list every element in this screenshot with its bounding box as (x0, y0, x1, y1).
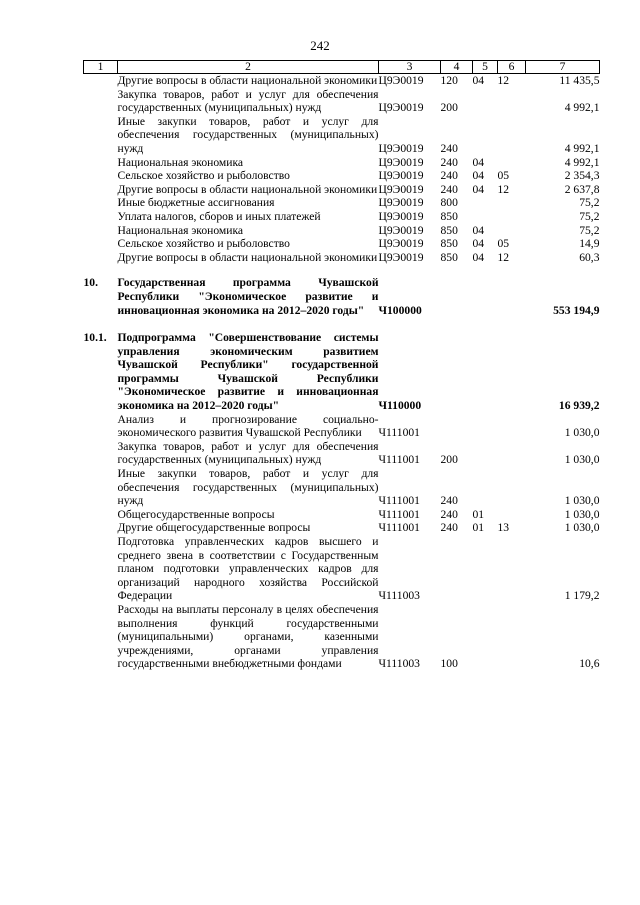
row-subsection (498, 224, 526, 238)
row-name: Сельское хозяйство и рыболовство (117, 237, 290, 251)
table-row (84, 413, 600, 440)
row-target-code: Ц9Э0019 (378, 169, 424, 183)
row-number (84, 467, 118, 508)
table-row (84, 169, 600, 183)
row-target-code: Ц9Э0019 (378, 155, 424, 169)
row-amount: 14,9 (579, 237, 600, 251)
table-row (84, 467, 600, 508)
table-row (84, 440, 600, 467)
row-subsection: 05 (497, 169, 510, 183)
row-expense-group: 240 (440, 169, 458, 183)
row-amount: 4 992,1 (564, 155, 600, 169)
budget-table (83, 60, 600, 673)
page-number: 242 (310, 38, 330, 53)
row-amount: 4 992,1 (564, 141, 600, 155)
row-section (473, 440, 498, 467)
row-section (473, 603, 498, 673)
row-section (473, 88, 498, 115)
row-amount: 11 435,5 (559, 74, 600, 87)
row-subsection: 12 (497, 74, 510, 87)
row-section (473, 413, 498, 440)
row-amount: 2 354,3 (564, 169, 600, 183)
row-expense-group: 850 (440, 209, 458, 223)
row-number (84, 156, 118, 170)
row-name: Закупка товаров, работ и услуг для обеспечения государственных (муниципальных) нужд (117, 439, 379, 467)
row-subsection (498, 535, 526, 603)
row-target-code: Ч111001 (378, 494, 420, 508)
row-target-code: Ц9Э0019 (378, 237, 424, 251)
row-target-code: Ц9Э0019 (378, 141, 424, 155)
table-row (84, 196, 600, 210)
row-name: Иные закупки товаров, работ и услуг для обеспечения государственных (муниципальных) нужд (117, 467, 379, 508)
row-name: Государственная программа Чувашской Республики "Экономическое развитие и инновационная экономика на 2012–2020 годы" (117, 276, 379, 317)
table-row (84, 210, 600, 224)
row-amount: 4 992,1 (564, 101, 600, 115)
row-section (473, 210, 498, 224)
row-target-code: Ч111001 (378, 507, 420, 521)
row-amount: 10,6 (579, 657, 600, 671)
row-number (84, 224, 118, 238)
row-expense-group (441, 413, 473, 440)
row-expense-group: 240 (440, 507, 458, 521)
row-subsection (498, 467, 526, 508)
col-header-4: 4 (441, 61, 473, 74)
table-row (84, 521, 600, 535)
row-section: 04 (472, 169, 485, 183)
row-target-code: Ч111001 (378, 521, 420, 535)
row-expense-group: 240 (440, 155, 458, 169)
table-row (84, 535, 600, 603)
row-subsection: 13 (497, 521, 510, 535)
row-name: Иные бюджетные ассигнования (117, 196, 275, 210)
row-name: Сельское хозяйство и рыболовство (117, 169, 290, 183)
row-amount: 75,2 (579, 196, 600, 210)
row-amount: 75,2 (579, 209, 600, 223)
row-section (473, 264, 498, 317)
row-amount: 553 194,9 (553, 303, 600, 317)
row-name: Другие вопросы в области национальной экономики (117, 250, 378, 264)
row-number: 10. (83, 276, 98, 290)
row-target-code: Ч111001 (378, 426, 420, 440)
row-section: 04 (472, 250, 485, 264)
row-expense-group (441, 317, 473, 413)
row-section: 04 (472, 223, 485, 237)
table-row (84, 88, 600, 115)
row-name: Расходы на выплаты персоналу в целях обеспечения выполнения функций государственными (муниципальными) органами, казенными учреждениями, органами управления государственными внебюджетными фондами (117, 602, 379, 671)
program-row (84, 264, 600, 317)
row-section: 01 (472, 507, 485, 521)
row-subsection (498, 508, 526, 522)
row-target-code: Ч111003 (378, 657, 420, 671)
row-number (84, 183, 118, 197)
row-subsection (498, 440, 526, 467)
row-expense-group (441, 264, 473, 317)
row-section: 01 (472, 521, 485, 535)
row-subsection (498, 210, 526, 224)
row-section (473, 317, 498, 413)
row-number (84, 440, 118, 467)
row-expense-group: 240 (440, 141, 458, 155)
row-number (84, 169, 118, 183)
row-target-code: Ц9Э0019 (378, 74, 424, 87)
table-row (84, 156, 600, 170)
row-name: Другие вопросы в области национальной экономики (117, 74, 378, 87)
row-subsection: 12 (497, 250, 510, 264)
row-target-code: Ч111001 (378, 453, 420, 467)
row-expense-group: 240 (440, 494, 458, 508)
row-expense-group: 240 (440, 521, 458, 535)
row-target-code: Ц9Э0019 (378, 209, 424, 223)
row-amount: 60,3 (579, 250, 600, 264)
row-subsection (498, 413, 526, 440)
row-section: 04 (472, 182, 485, 196)
row-section (473, 115, 498, 156)
row-number (84, 603, 118, 673)
row-amount: 1 030,0 (564, 521, 600, 535)
row-amount: 16 939,2 (558, 399, 600, 413)
col-header-3: 3 (379, 61, 441, 74)
row-section: 04 (472, 237, 485, 251)
row-name: Национальная экономика (117, 223, 244, 237)
row-number (84, 88, 118, 115)
col-header-1: 1 (84, 61, 118, 74)
row-subsection (498, 88, 526, 115)
row-target-code: Ц9Э0019 (378, 223, 424, 237)
row-amount: 75,2 (579, 223, 600, 237)
row-expense-group: 120 (440, 74, 458, 87)
table-row (84, 603, 600, 673)
row-expense-group: 850 (440, 223, 458, 237)
row-expense-group: 800 (440, 196, 458, 210)
row-subsection (498, 156, 526, 170)
row-name: Общегосударственные вопросы (117, 507, 275, 521)
row-name: Уплата налогов, сборов и иных платежей (117, 209, 321, 223)
row-subsection (498, 196, 526, 210)
row-amount: 2 637,8 (564, 182, 600, 196)
subprogram-row (84, 317, 600, 413)
row-number (84, 196, 118, 210)
row-expense-group: 200 (440, 101, 458, 115)
row-number (84, 74, 118, 88)
row-name: Анализ и прогнозирование социально-экономического развития Чувашской Республики (117, 412, 379, 440)
row-expense-group (441, 535, 473, 603)
row-subsection (498, 264, 526, 317)
row-number: 10.1. (83, 331, 107, 345)
row-target-code: Ц9Э0019 (378, 196, 424, 210)
row-name: Подготовка управленческих кадров высшего и среднего звена в соответствии с Государственным планом подготовки управленческих кадров для организаций народного хозяйства Российской Федерации (117, 535, 379, 603)
row-amount: 1 030,0 (564, 507, 600, 521)
col-header-5: 5 (473, 61, 498, 74)
table-row (84, 74, 600, 88)
row-target-code: Ц9Э0019 (378, 101, 424, 115)
row-section: 04 (472, 74, 485, 87)
row-number (84, 508, 118, 522)
table-row (84, 251, 600, 265)
row-target-code: Ч111003 (378, 589, 420, 603)
row-expense-group: 100 (440, 657, 458, 671)
row-section (473, 196, 498, 210)
row-expense-group: 850 (440, 237, 458, 251)
row-number (84, 251, 118, 265)
table-row (84, 115, 600, 156)
row-name: Национальная экономика (117, 155, 244, 169)
row-expense-group: 850 (440, 250, 458, 264)
col-header-6: 6 (498, 61, 526, 74)
column-number-header (84, 61, 600, 74)
row-number (84, 413, 118, 440)
row-number (84, 535, 118, 603)
row-expense-group: 240 (440, 182, 458, 196)
row-amount: 1 030,0 (564, 426, 600, 440)
row-section: 04 (472, 155, 485, 169)
row-expense-group: 200 (440, 453, 458, 467)
row-target-code: Ч110000 (378, 399, 422, 413)
row-subsection (498, 317, 526, 413)
row-section (473, 467, 498, 508)
col-header-7: 7 (526, 61, 600, 74)
table-row (84, 508, 600, 522)
row-amount: 1 030,0 (564, 453, 600, 467)
row-amount: 1 179,2 (564, 589, 600, 603)
row-section (473, 535, 498, 603)
row-subsection: 12 (497, 182, 510, 196)
col-header-2: 2 (118, 61, 379, 74)
row-target-code: Ц9Э0019 (378, 250, 424, 264)
table-row (84, 237, 600, 251)
table-row (84, 224, 600, 238)
row-number (84, 115, 118, 156)
row-target-code: Ч100000 (378, 303, 422, 317)
row-name: Другие общегосударственные вопросы (117, 521, 311, 535)
row-number (84, 521, 118, 535)
row-name: Другие вопросы в области национальной экономики (117, 182, 378, 196)
row-name: Иные закупки товаров, работ и услуг для обеспечения государственных (муниципальных) нужд (117, 114, 379, 155)
row-name: Закупка товаров, работ и услуг для обеспечения государственных (муниципальных) нужд (117, 87, 379, 115)
table-row (84, 183, 600, 197)
row-number (84, 210, 118, 224)
row-target-code: Ц9Э0019 (378, 182, 424, 196)
row-subsection (498, 115, 526, 156)
row-amount: 1 030,0 (564, 494, 600, 508)
row-number (84, 237, 118, 251)
row-name: Подпрограмма "Совершенствование системы управления экономическим развитием Чувашской Республики" государственной программы Чувашской Республики "Экономическое развитие и инновационная экономика на 2012–2020 годы" (117, 331, 379, 413)
row-subsection (498, 603, 526, 673)
row-subsection: 05 (497, 237, 510, 251)
